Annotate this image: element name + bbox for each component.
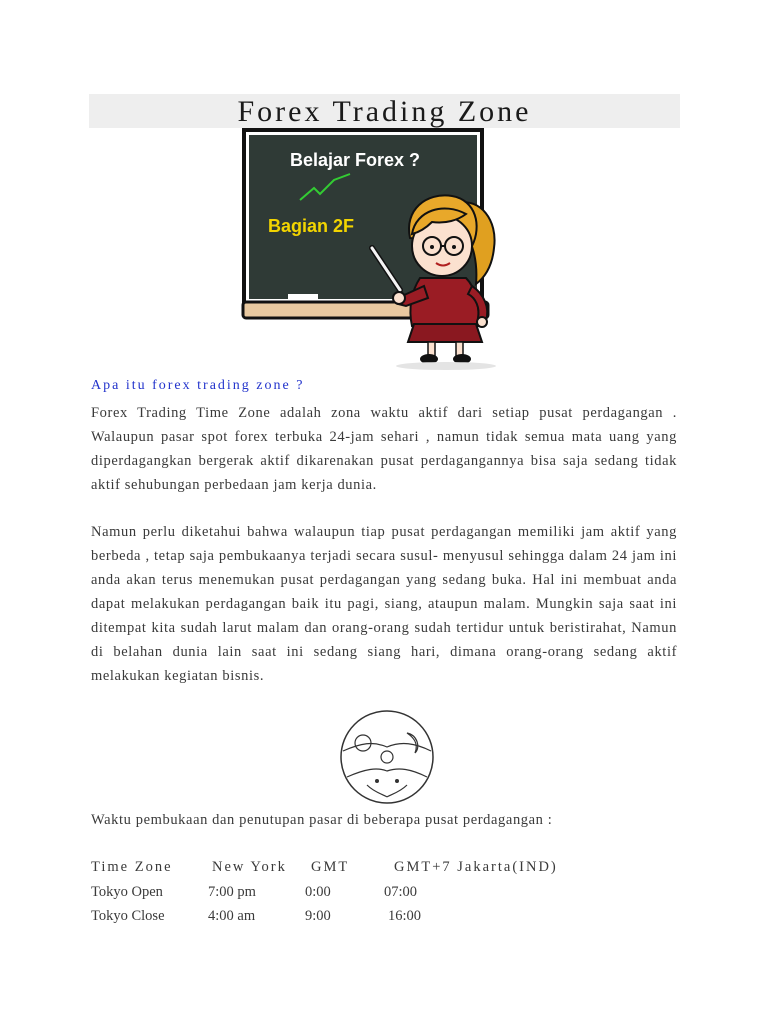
header-gmt7-jakarta: GMT+7 Jakarta(IND) [394,859,558,875]
cell-market: Tokyo Open [91,884,163,900]
cell-new-york: 4:00 am [208,908,256,924]
cell-gmt: 0:00 [305,884,331,900]
board-heading: Belajar Forex ? [290,150,421,170]
cell-jakarta: 07:00 [384,884,418,900]
time-table-header [0,859,768,883]
cell-jakarta: 16:00 [388,908,422,924]
title-bar [89,94,680,128]
cell-market: Tokyo Close [91,908,165,924]
board-subheading: Bagian 2F [268,216,355,236]
table-row [0,884,768,908]
paragraph-1: Forex Trading Time Zone adalah zona waktu aktif dari setiap pusat perdagangan . Walaupun pasar spot forex terbuka 24-jam sehari , namun tidak semua mata uang yang diperdagangkan bergerak aktif dikarenakan pusat perdagangannya bisa saja sedang tidak aktif sehubungan perbedaan jam kerja dunia. [91,405,677,493]
header-new-york: New York [212,859,287,875]
header-time-zone: Time Zone [91,859,173,875]
cell-gmt: 9:00 [305,908,331,924]
cell-new-york: 7:00 pm [208,884,256,900]
header-gmt: GMT [311,859,350,875]
teacher-chalkboard-illustration [240,128,530,373]
paragraph-2: Namun perlu diketahui bahwa walaupun tiap pusat perdagangan memiliki jam aktif yang berbeda , tetap saja pembukaanya terjadi secara susul- menyusul sehingga dalam 24 jam ini anda akan terus menemukan pusat perdagangan yang sedang buka. Hal ini membuat anda dapat melakukan perdagangan baik itu pagi, siang, ataupun malam. Mungkin saja saat ini ditempat kita sudah larut malam dan orang-orang sudah tertidur untuk beristirahat, Namun di belahan dunia lain saat ini sedang siang hari, dimana orang-orang sedang aktif melakukan kegiatan bisnis. [91,524,677,684]
times-intro: Waktu pembukaan dan penutupan pasar di beberapa pusat perdagangan : [91,812,553,828]
section-heading: Apa itu forex trading zone ? [91,378,305,393]
page-title: Forex Trading Zone [237,95,532,128]
sun-moon-clock-icon [337,707,437,807]
table-row [0,908,768,932]
